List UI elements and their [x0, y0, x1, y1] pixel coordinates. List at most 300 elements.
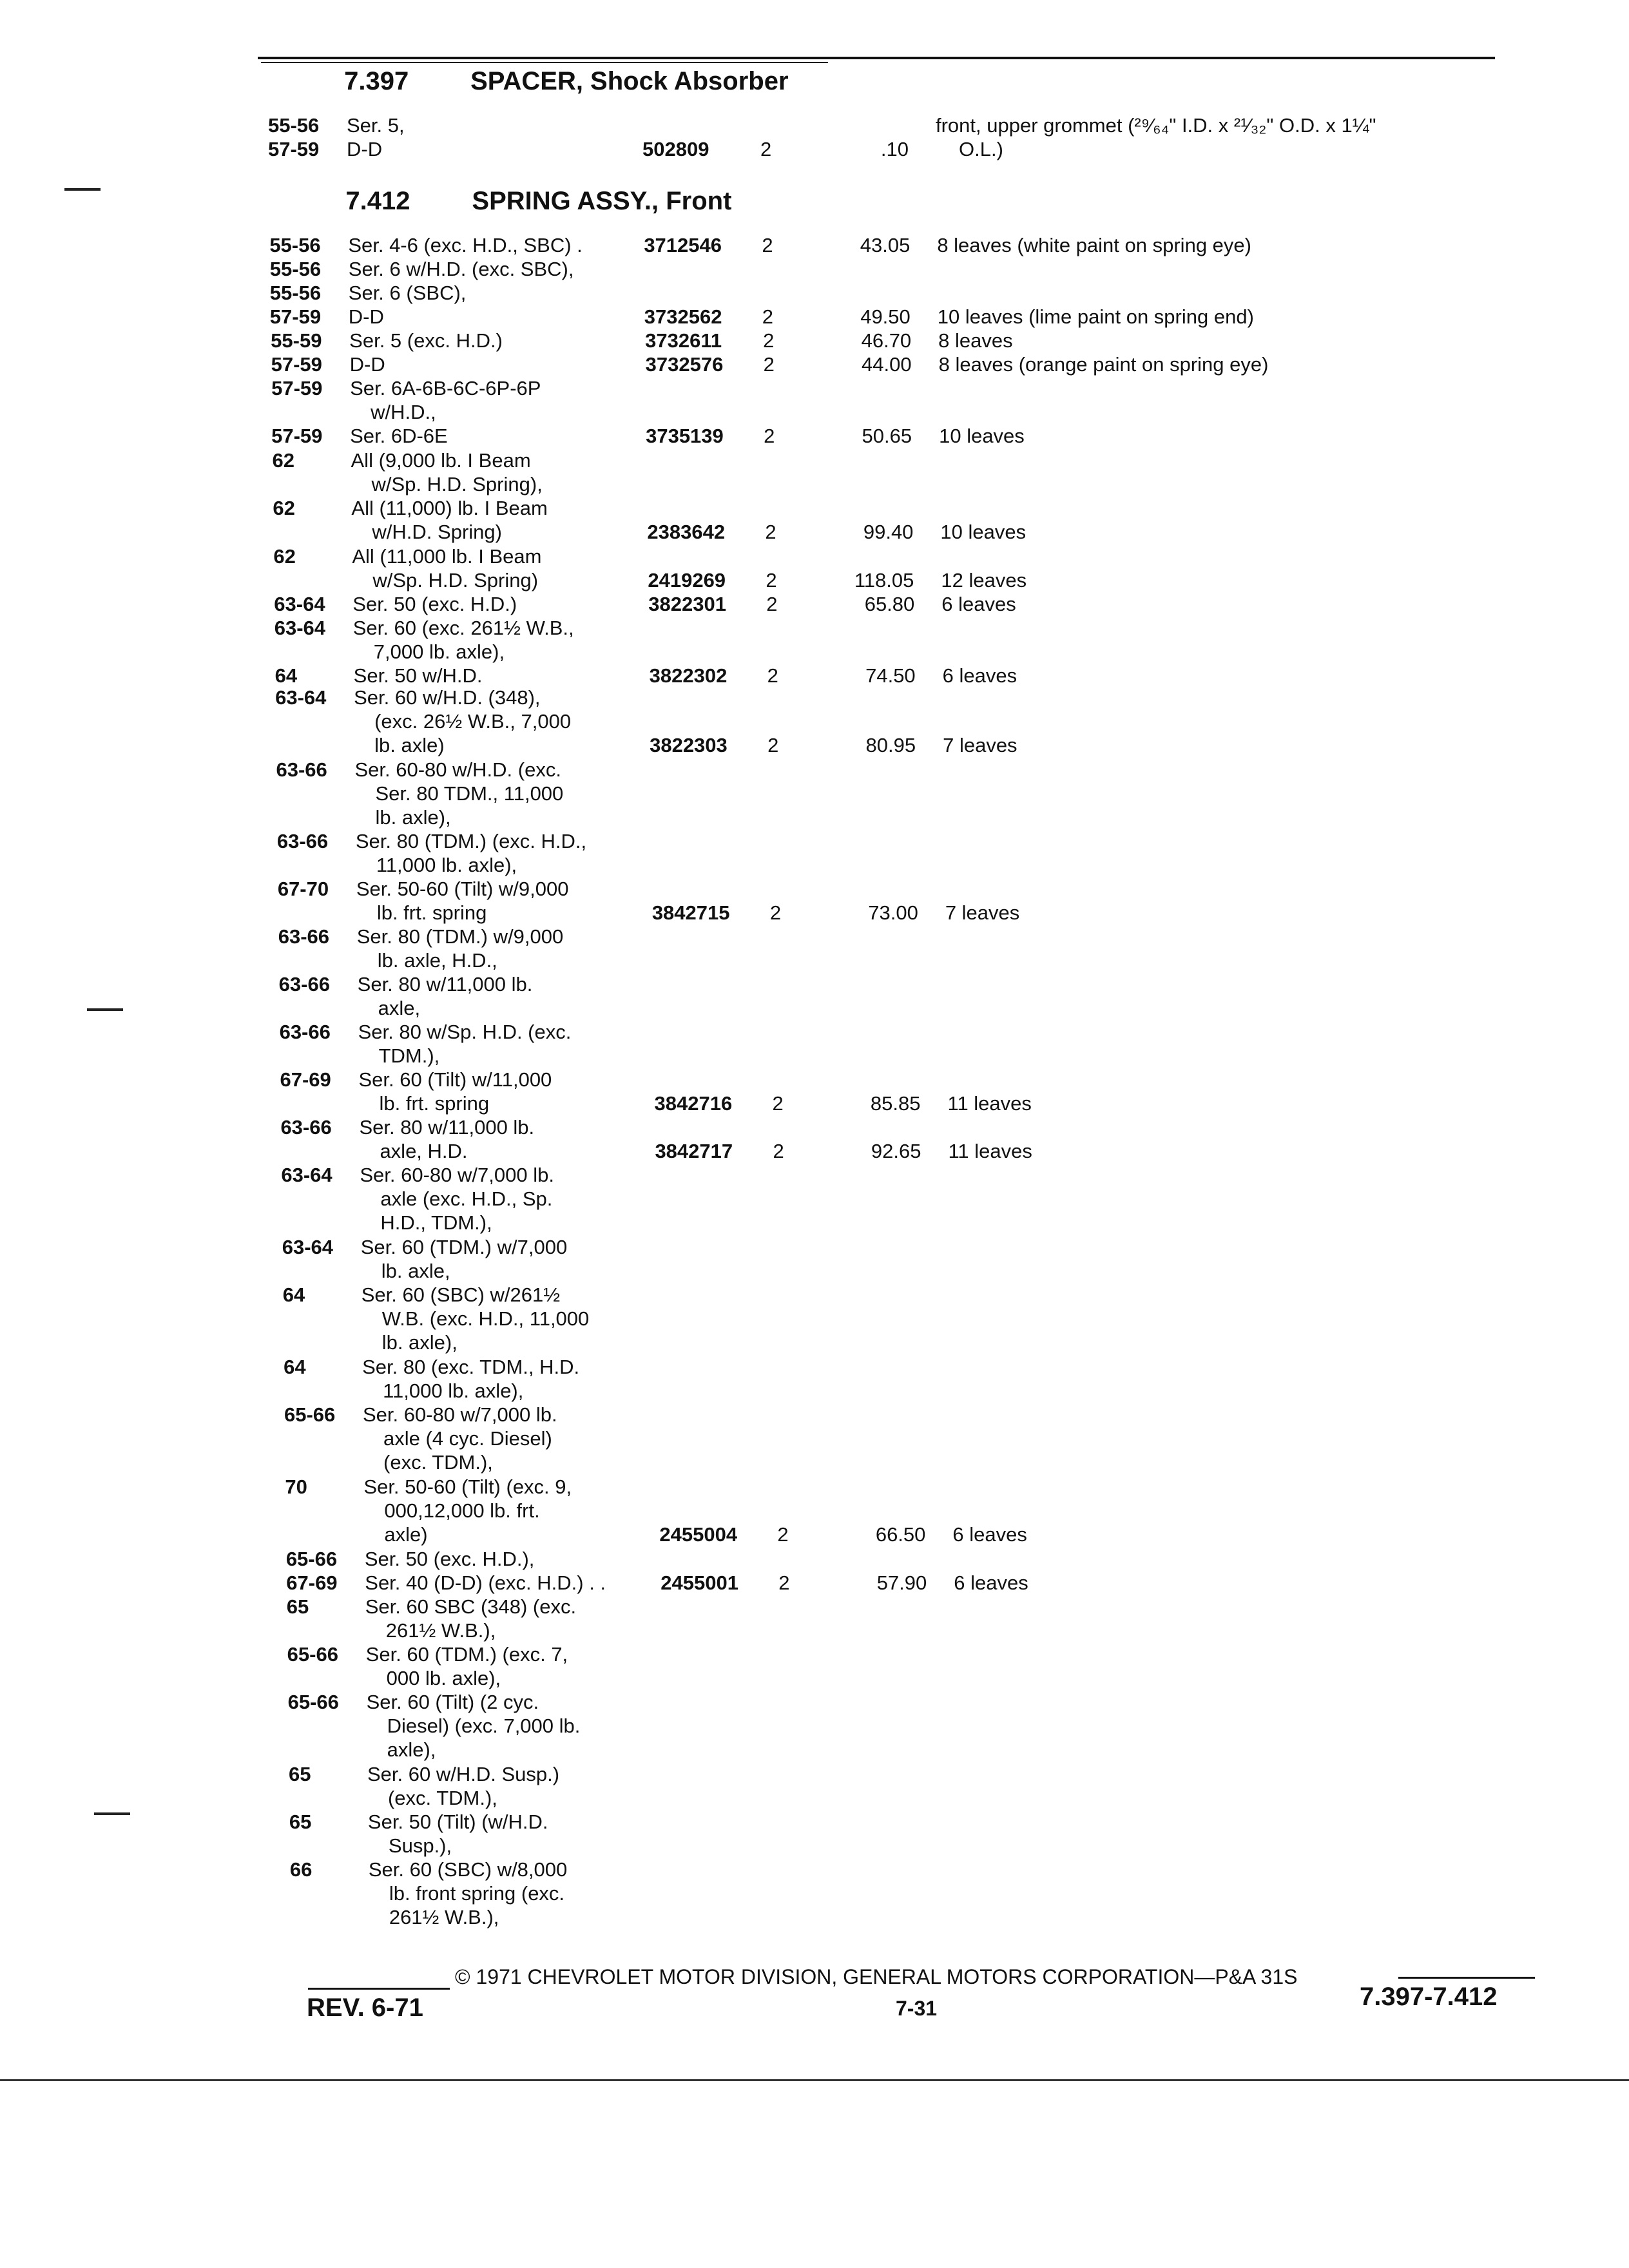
model-line: All (9,000 lb. I Beam	[351, 449, 531, 472]
model-line: Ser. 60-80 w/7,000 lb.	[360, 1164, 554, 1186]
year-range	[275, 616, 325, 664]
year-label: 65-66	[285, 1548, 338, 1570]
model-application	[356, 877, 569, 925]
year-label	[277, 853, 328, 877]
year-label	[273, 568, 295, 592]
year-label: 63-64	[281, 1164, 333, 1186]
parts-row	[0, 1571, 1629, 1595]
list-price: 66.50	[875, 1523, 926, 1546]
part-number: 3822301	[648, 593, 726, 615]
model-line: Ser. 60 (Tilt) (2 cyc.	[366, 1691, 539, 1713]
model-line: Ser. 60 (TDM.) w/7,000	[360, 1236, 568, 1258]
year-range	[286, 1547, 337, 1571]
description: 6 leaves	[952, 1523, 1027, 1546]
model-line: 11,000 lb. axle),	[376, 854, 517, 876]
model-application	[359, 1115, 534, 1163]
year-label: 55-56	[269, 234, 321, 256]
year-range	[277, 829, 328, 877]
model-line: 261½ W.B.),	[385, 1619, 496, 1642]
year-label: 55-59	[271, 329, 322, 352]
model-line: TDM.),	[378, 1044, 440, 1067]
model-line: H.D., TDM.),	[380, 1211, 492, 1234]
top-rule	[258, 57, 1495, 59]
parts-row	[0, 1690, 1629, 1762]
list-price: 118.05	[854, 569, 914, 591]
model-line: lb. frt. spring	[379, 1092, 490, 1115]
parts-row	[0, 616, 1629, 664]
model-application	[359, 1068, 552, 1115]
top-rule-lower	[261, 62, 828, 63]
parts-row	[0, 496, 1629, 544]
model-application	[356, 829, 586, 877]
year-range	[290, 1858, 312, 1929]
quantity: 2	[762, 234, 773, 256]
year-label	[271, 400, 322, 424]
parts-row	[0, 1020, 1629, 1068]
part-number: 3842716	[654, 1092, 733, 1115]
year-range	[275, 686, 326, 757]
model-application	[349, 329, 503, 352]
model-line: w/Sp. H.D. Spring),	[371, 473, 543, 495]
year-label	[284, 1450, 335, 1474]
parts-row	[0, 329, 1629, 352]
page-number: 7-31	[896, 1997, 938, 2020]
year-range	[288, 1690, 339, 1762]
year-label	[275, 709, 326, 733]
model-line: Ser. 6A-6B-6C-6P-6P	[350, 377, 541, 399]
model-application	[367, 1690, 581, 1762]
footer-rule-left	[308, 1988, 450, 1990]
year-label: 65	[286, 1595, 309, 1618]
model-application	[351, 448, 543, 496]
model-line: Ser. 80 (TDM.) w/9,000	[356, 925, 564, 948]
year-label	[288, 1738, 339, 1762]
model-line: Ser. 60 w/H.D. (348),	[354, 686, 541, 709]
quantity: 2	[765, 521, 776, 543]
year-label	[273, 472, 294, 496]
model-line: axle, H.D.	[380, 1140, 468, 1162]
description: 11 leaves	[948, 1140, 1032, 1162]
part-number: 3732611	[645, 329, 722, 352]
model-line: Ser. 50 (Tilt) (w/H.D.	[367, 1811, 548, 1833]
year-range	[274, 592, 325, 616]
model-line: 261½ W.B.),	[389, 1906, 499, 1928]
copyright-notice: © 1971 CHEVROLET MOTOR DIVISION, GENERAL MOTORS CORPORATION—P&A 31S	[455, 1965, 1298, 1988]
description: O.L.)	[959, 138, 1003, 160]
parts-row	[0, 829, 1629, 877]
model-application	[363, 1475, 572, 1546]
model-application	[350, 352, 385, 376]
year-range	[280, 1020, 331, 1068]
year-label	[281, 1187, 332, 1211]
description: 8 leaves	[938, 329, 1013, 352]
list-price: 49.50	[860, 305, 911, 328]
model-line: axle (4 cyc. Diesel)	[383, 1427, 552, 1450]
quantity: 2	[763, 353, 775, 376]
part-number: 2455001	[660, 1571, 738, 1594]
description: 8 leaves (white paint on spring eye)	[937, 234, 1251, 256]
year-label: 57-59	[271, 425, 323, 447]
section-range: 7.397-7.412	[1360, 1983, 1498, 2011]
model-application	[361, 1283, 590, 1354]
year-label: 63-64	[274, 617, 326, 639]
model-line: All (11,000) lb. I Beam	[351, 497, 548, 519]
year-label	[283, 1307, 305, 1331]
model-line: Ser. 80 (exc. TDM., H.D.	[362, 1356, 580, 1378]
year-range	[284, 1403, 335, 1474]
year-label: 67-69	[286, 1571, 338, 1594]
model-application	[358, 1020, 572, 1068]
model-application	[367, 1762, 559, 1810]
year-label	[279, 996, 330, 1020]
description: 12 leaves	[941, 569, 1027, 591]
year-label: 64	[282, 1283, 305, 1306]
year-label: 65-66	[284, 1403, 336, 1426]
year-range	[271, 376, 322, 448]
year-range	[285, 1475, 307, 1546]
list-price: 46.70	[861, 329, 912, 352]
parts-row	[0, 257, 1629, 329]
part-number: 3735139	[646, 425, 724, 447]
model-application	[363, 1403, 557, 1474]
year-range	[275, 664, 297, 687]
quantity: 2	[767, 734, 779, 756]
description: 6 leaves	[942, 664, 1017, 687]
model-line: Ser. 50 (exc. H.D.),	[364, 1548, 535, 1570]
year-label	[290, 1881, 312, 1905]
year-range	[269, 233, 320, 257]
model-application	[365, 1547, 535, 1571]
year-label: 63-66	[278, 925, 330, 948]
model-line: lb. front spring (exc.	[389, 1882, 565, 1905]
description: 7 leaves	[945, 901, 1020, 924]
quantity: 2	[777, 1523, 789, 1546]
part-number: 3842715	[651, 901, 730, 924]
year-label: 62	[273, 497, 295, 519]
quantity: 2	[767, 664, 778, 687]
quantity: 2	[760, 138, 772, 160]
model-line: lb. axle, H.D.,	[377, 949, 497, 972]
year-label: 63-64	[282, 1236, 334, 1258]
list-price: 92.65	[871, 1140, 921, 1162]
model-line: axle)	[384, 1523, 428, 1546]
list-price: 65.80	[864, 593, 915, 615]
quantity: 2	[763, 329, 775, 352]
model-application	[360, 1163, 554, 1235]
model-line: w/H.D. Spring)	[372, 521, 502, 543]
model-line: 11,000 lb. axle),	[383, 1379, 524, 1402]
model-application	[348, 233, 582, 257]
model-application	[368, 1810, 548, 1858]
quantity: 2	[769, 901, 782, 924]
model-application	[358, 972, 533, 1020]
model-application	[362, 1355, 579, 1403]
description: 8 leaves (orange paint on spring eye)	[938, 353, 1269, 376]
model-line: W.B. (exc. H.D., 11,000	[381, 1307, 590, 1330]
model-line: Ser. 50 (exc. H.D.)	[352, 593, 517, 615]
year-label	[280, 1091, 331, 1115]
parts-row	[0, 877, 1629, 925]
model-line: Ser. 60 (TDM.) (exc. 7,	[365, 1643, 568, 1666]
part-number: 2383642	[647, 521, 726, 543]
model-application	[350, 376, 541, 448]
section-number: 7.412	[345, 187, 410, 215]
parts-row	[0, 664, 1629, 687]
list-price: 44.00	[862, 353, 912, 376]
model-application	[361, 1235, 567, 1283]
list-price: .10	[880, 138, 909, 160]
year-label: 63-66	[276, 758, 327, 781]
revision-label: REV. 6-71	[307, 1994, 423, 2022]
year-label: 63-66	[280, 1116, 332, 1139]
model-line: Ser. 50 w/H.D.	[353, 664, 483, 687]
model-line: axle),	[387, 1738, 436, 1761]
parts-row	[0, 1163, 1629, 1235]
bottom-edge-rule	[0, 2079, 1629, 2081]
year-label: 62	[273, 545, 296, 568]
model-line: Ser. 6 w/H.D. (exc. SBC),	[348, 258, 574, 280]
year-label	[278, 948, 329, 972]
parts-row	[0, 1115, 1629, 1163]
model-application	[347, 113, 405, 161]
model-line: D-D	[347, 138, 383, 160]
model-application	[366, 1642, 568, 1690]
model-line: axle (exc. H.D., Sp.	[380, 1187, 553, 1210]
year-range	[271, 329, 322, 352]
model-line: (exc. 26½ W.B., 7,000	[374, 710, 572, 733]
year-range	[279, 972, 330, 1020]
model-application	[351, 496, 547, 544]
model-line: 7,000 lb. axle),	[373, 640, 505, 663]
model-line: Diesel) (exc. 7,000 lb.	[387, 1715, 581, 1737]
year-range	[273, 496, 294, 544]
year-range	[289, 1762, 311, 1810]
model-line: Ser. 5,	[347, 114, 405, 137]
year-label	[282, 1259, 333, 1283]
model-line: lb. axle),	[381, 1331, 458, 1354]
model-line: Ser. 60 (Tilt) w/11,000	[358, 1068, 552, 1091]
year-label	[276, 782, 327, 805]
year-range	[268, 113, 319, 161]
model-line: lb. frt. spring	[376, 901, 487, 924]
footer-rule-right	[1398, 1977, 1535, 1979]
description: 7 leaves	[943, 734, 1017, 756]
model-line: Ser. 80 w/11,000 lb.	[359, 1116, 535, 1139]
year-range	[289, 1810, 311, 1858]
model-line: Ser. 6D-6E	[350, 425, 448, 447]
year-label: 63-64	[274, 593, 325, 615]
list-price: 80.95	[865, 734, 916, 756]
model-line: D-D	[348, 305, 384, 328]
year-range	[280, 1068, 331, 1115]
list-price: 43.05	[860, 234, 911, 256]
year-label: 66	[289, 1858, 313, 1881]
year-label: 64	[275, 664, 298, 687]
model-application	[354, 686, 571, 757]
year-range	[280, 1115, 331, 1163]
list-price: 73.00	[868, 901, 918, 924]
model-line: All (11,000 lb. I Beam	[352, 545, 542, 568]
model-application	[355, 758, 564, 829]
model-line: Ser. 60 SBC (348) (exc.	[365, 1595, 577, 1618]
year-label: 70	[285, 1475, 307, 1498]
parts-row	[0, 1068, 1629, 1115]
model-line: Ser. 60 (SBC) w/261½	[361, 1283, 561, 1306]
model-line: (exc. TDM.),	[387, 1787, 497, 1809]
section-number: 7.397	[344, 67, 409, 95]
part-number: 3732576	[645, 353, 724, 376]
model-line: Ser. 80 TDM., 11,000	[375, 782, 564, 805]
model-line: lb. axle)	[374, 734, 445, 756]
model-line: lb. axle),	[375, 806, 451, 829]
parts-row	[0, 972, 1629, 1020]
part-number: 3712546	[644, 234, 722, 256]
model-line: D-D	[349, 353, 385, 376]
parts-row	[0, 758, 1629, 829]
model-application	[365, 1571, 606, 1595]
year-label: 57-59	[271, 377, 323, 399]
model-line: w/Sp. H.D. Spring)	[372, 569, 539, 591]
year-range	[283, 1283, 305, 1354]
description: 10 leaves	[939, 425, 1025, 447]
model-line: Ser. 50-60 (Tilt) (exc. 9,	[363, 1475, 572, 1498]
year-range	[270, 257, 321, 329]
parts-row	[0, 925, 1629, 972]
year-label	[280, 1044, 331, 1068]
year-label	[289, 1786, 311, 1810]
quantity: 2	[766, 569, 777, 591]
year-label: 67-69	[280, 1068, 331, 1091]
year-range	[273, 544, 295, 592]
parts-row	[0, 1547, 1629, 1571]
year-range	[278, 925, 329, 972]
part-number: 2455004	[659, 1523, 738, 1546]
quantity: 2	[764, 425, 775, 447]
list-price: 57.90	[876, 1571, 927, 1594]
model-line: Ser. 40 (D-D) (exc. H.D.) . .	[365, 1571, 606, 1594]
year-label	[285, 1499, 307, 1523]
year-range	[278, 877, 329, 925]
year-label	[289, 1834, 311, 1858]
parts-row	[0, 1475, 1629, 1546]
year-label	[287, 1666, 338, 1690]
parts-row	[0, 1595, 1629, 1642]
year-range	[281, 1163, 332, 1235]
year-label: 65	[289, 1811, 312, 1833]
description: 11 leaves	[947, 1092, 1032, 1115]
part-number: 3842717	[655, 1140, 733, 1162]
section-name: SPACER, Shock Absorber	[470, 67, 789, 95]
part-number: 2419269	[648, 569, 726, 591]
year-label	[290, 1905, 312, 1929]
parts-row	[0, 233, 1629, 257]
parts-row	[0, 376, 1629, 448]
parts-row	[0, 1403, 1629, 1474]
year-range	[287, 1595, 309, 1642]
year-label	[280, 1139, 331, 1163]
description: front, upper grommet (²⁹⁄₆₄" I.D. x ²¹⁄₃₂" O.D. x 1¼"	[936, 114, 1376, 137]
year-range	[271, 352, 322, 376]
model-line: Ser. 60 (SBC) w/8,000	[368, 1858, 568, 1881]
model-line: (exc. TDM.),	[383, 1451, 493, 1474]
model-line: lb. axle,	[381, 1260, 450, 1282]
description: 6 leaves	[941, 593, 1016, 615]
section-title	[345, 187, 731, 216]
year-label	[276, 805, 327, 829]
parts-row	[0, 1762, 1629, 1810]
parts-row	[0, 1858, 1629, 1929]
year-label: 55-56	[268, 114, 320, 137]
parts-row	[0, 1642, 1629, 1690]
list-price: 85.85	[870, 1092, 921, 1115]
parts-row	[0, 113, 1629, 161]
part-number: 3822303	[650, 734, 728, 756]
parts-row	[0, 592, 1629, 616]
year-label	[287, 1619, 309, 1642]
quantity: 2	[766, 593, 778, 615]
year-label: 65-66	[287, 1691, 339, 1713]
year-label: 63-66	[279, 1021, 331, 1043]
year-label: 65	[288, 1763, 311, 1785]
section-name: SPRING ASSY., Front	[472, 187, 732, 215]
model-application	[349, 257, 574, 329]
model-line: Ser. 60-80 w/H.D. (exc.	[354, 758, 561, 781]
year-range	[273, 448, 294, 496]
model-line: w/H.D.,	[371, 401, 436, 423]
year-label	[284, 1427, 335, 1450]
year-label: 63-64	[275, 686, 327, 709]
description: 10 leaves (lime paint on spring end)	[937, 305, 1254, 328]
parts-row	[0, 448, 1629, 496]
year-range	[287, 1642, 338, 1690]
year-range	[282, 1235, 333, 1283]
year-label	[284, 1379, 305, 1403]
year-label: 67-70	[277, 878, 329, 900]
parts-row	[0, 1235, 1629, 1283]
year-label: 57-59	[271, 353, 322, 376]
part-number: 3732562	[644, 305, 722, 328]
parts-row	[0, 1283, 1629, 1354]
year-label	[275, 640, 325, 664]
year-label: 57-59	[268, 138, 320, 160]
model-line: 000 lb. axle),	[386, 1667, 501, 1689]
model-line: axle,	[378, 997, 421, 1019]
model-line: Ser. 6 (SBC),	[348, 282, 467, 304]
parts-row	[0, 544, 1629, 592]
model-line: Susp.),	[388, 1834, 452, 1857]
parts-row	[0, 686, 1629, 757]
part-number: 3822302	[649, 664, 728, 687]
binding-mark-top	[64, 188, 101, 191]
model-line: Ser. 80 w/11,000 lb.	[357, 973, 533, 995]
year-label	[281, 1211, 332, 1235]
year-label: 57-59	[269, 305, 322, 328]
year-range	[284, 1355, 305, 1403]
quantity: 2	[762, 305, 774, 328]
parts-row	[0, 1810, 1629, 1858]
year-label: 55-56	[269, 258, 322, 280]
model-line: Ser. 80 w/Sp. H.D. (exc.	[358, 1021, 572, 1043]
year-label: 62	[272, 449, 294, 472]
year-label: 65-66	[287, 1643, 338, 1666]
description: 6 leaves	[954, 1571, 1028, 1594]
list-price: 99.40	[863, 521, 914, 543]
year-label	[283, 1331, 305, 1354]
model-line: Ser. 60-80 w/7,000 lb.	[363, 1403, 557, 1426]
section-title	[344, 67, 788, 96]
model-line: 000,12,000 lb. frt.	[384, 1499, 540, 1522]
model-application	[353, 616, 574, 664]
